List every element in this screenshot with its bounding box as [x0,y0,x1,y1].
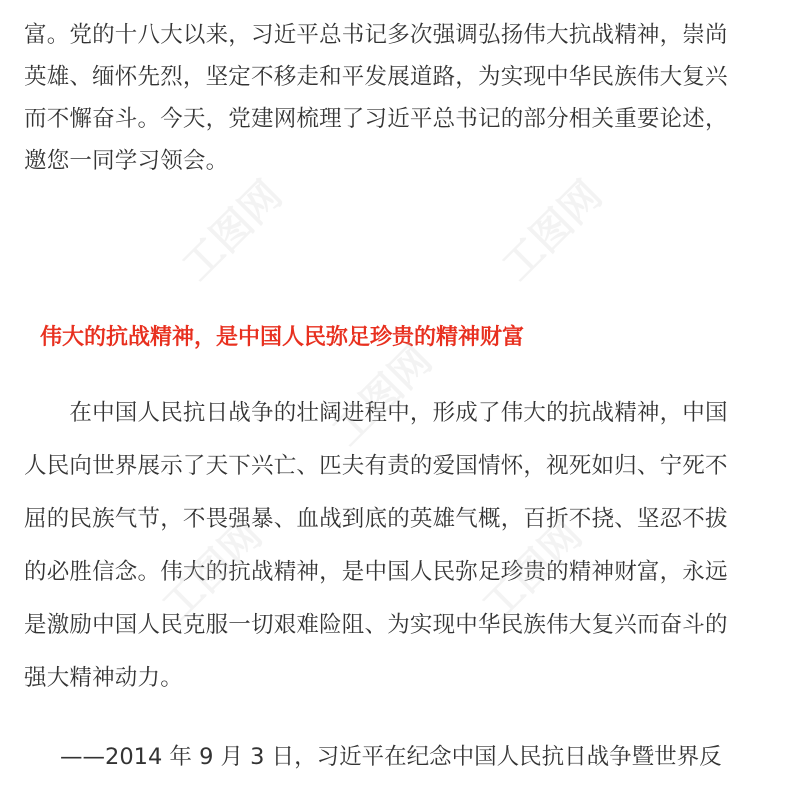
watermark: 工图网 [153,512,272,630]
watermark: 工图网 [323,337,442,455]
intro-line: 邀您一同学习领会。 [24,148,229,174]
watermark: 工图网 [173,172,292,290]
section-heading: 伟大的抗战精神，是中国人民弥足珍贵的精神财富 [40,325,525,350]
body-line: 屈的民族气节，不畏强暴、血战到底的英雄气概，百折不挠、坚忍不拔 [24,506,728,532]
body-line: 在中国人民抗日战争的壮阔进程中，形成了伟大的抗战精神，中国 [24,400,728,426]
watermark: 工图网 [473,512,592,630]
section-body-paragraph [24,387,776,705]
intro-line: 而不懈奋斗。今天，党建网梳理了习近平总书记的部分相关重要论述， [24,106,728,132]
body-line: 的必胜信念。伟大的抗战精神，是中国人民弥足珍贵的精神财富，永远 [24,559,728,585]
body-line: 人民向世界展示了天下兴亡、匹夫有责的爱国情怀，视死如归、宁死不 [24,453,728,479]
body-line: 是激励中国人民克服一切艰难险阻、为实现中华民族伟大复兴而奋斗的 [24,612,728,638]
intro-line: 富。党的十八大以来，习近平总书记多次强调弘扬伟大抗战精神，崇尚 [24,22,728,48]
intro-line: 英雄、缅怀先烈，坚定不移走和平发展道路，为实现中华民族伟大复兴 [24,64,728,90]
article [24,0,776,182]
citation-line: ——2014 年 9 月 3 日，习近平在纪念中国人民抗日战争暨世界反 [60,744,722,770]
intro-paragraph [24,0,776,182]
body-line: 强大精神动力。 [24,665,183,691]
watermark: 工图网 [493,172,612,290]
